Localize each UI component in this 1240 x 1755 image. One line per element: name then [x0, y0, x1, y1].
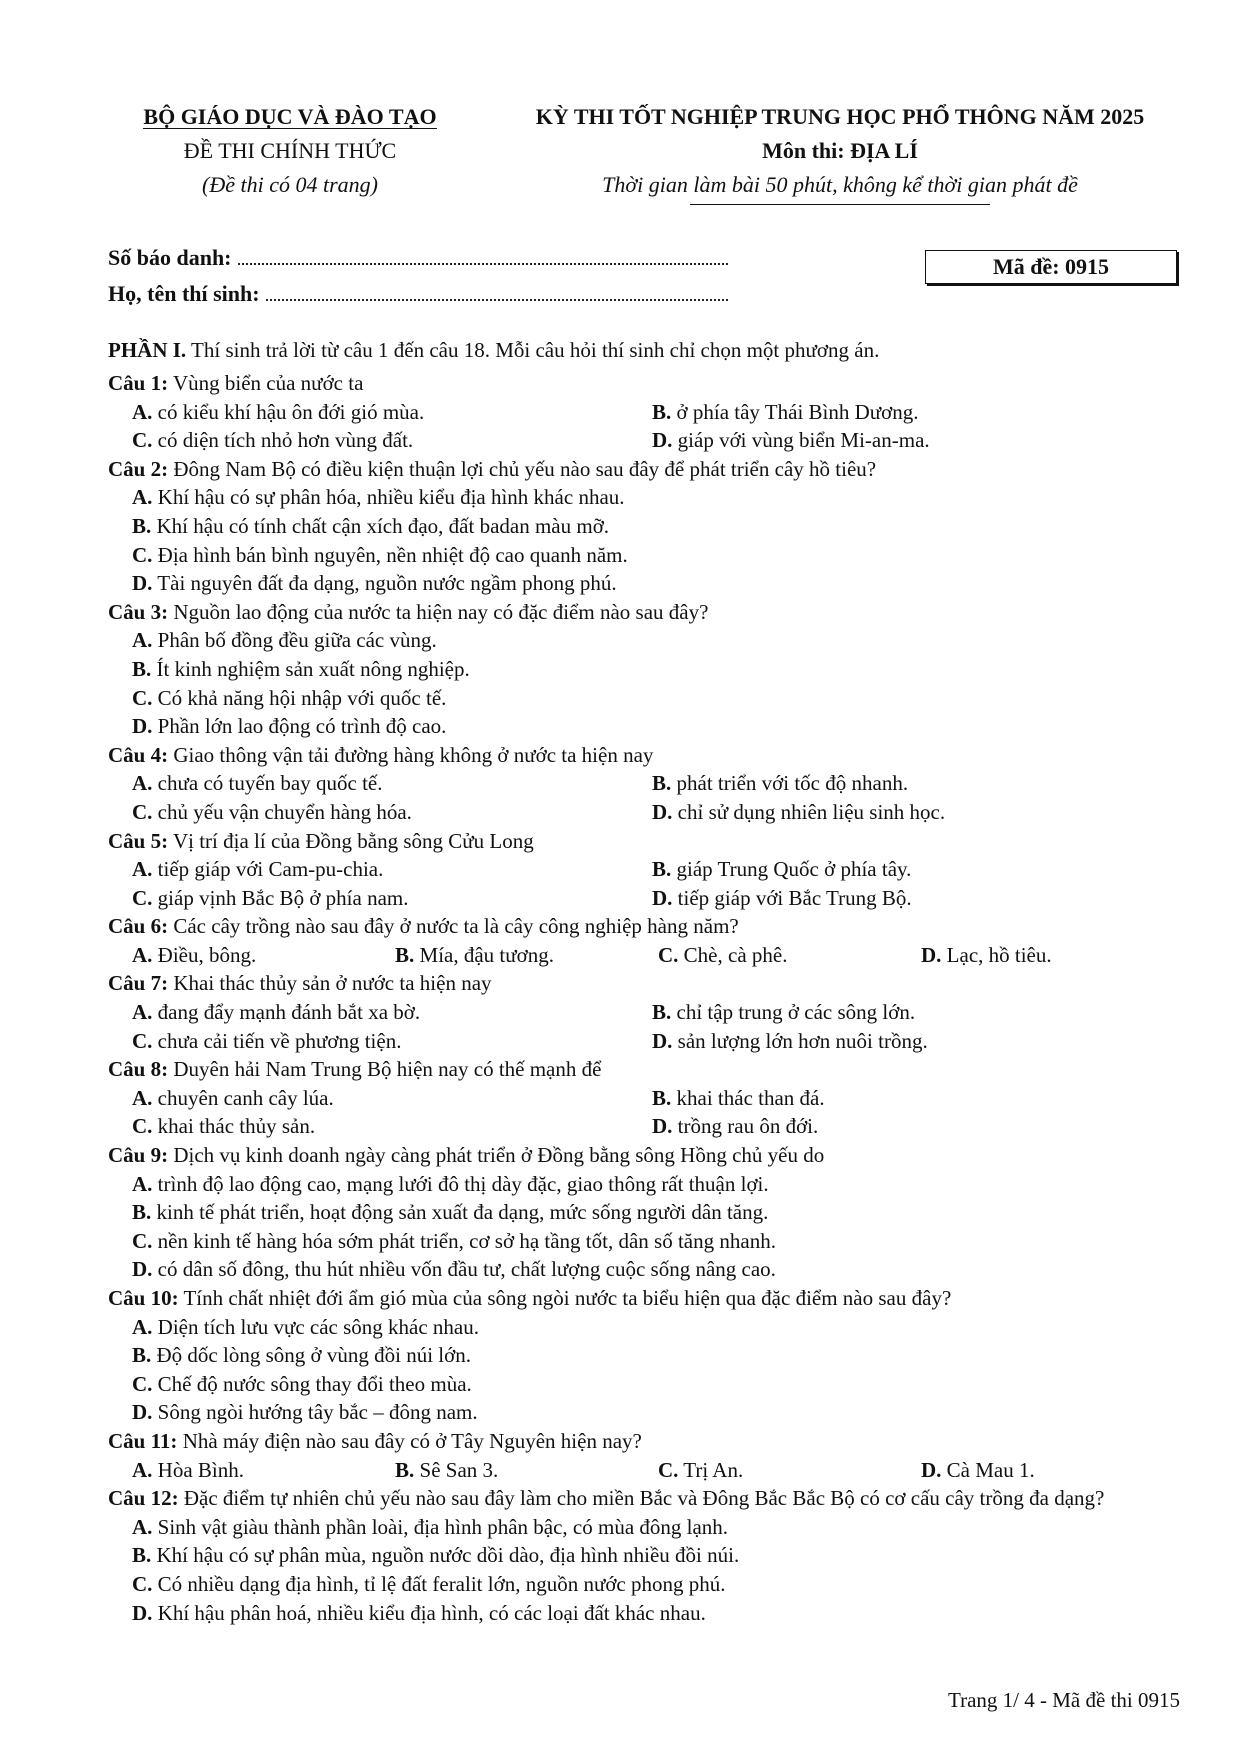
answer-option[interactable]	[132, 541, 1188, 570]
answer-option[interactable]	[652, 398, 1188, 427]
option-letter: C.	[658, 1457, 679, 1482]
answer-option[interactable]	[132, 1170, 1188, 1199]
option-letter: B.	[132, 1200, 152, 1225]
question-text: Đặc điểm tự nhiên chủ yếu nào sau đây làm cho miền Bắc và Đông Bắc Bắc Bộ có cơ cấu cây trồng đa dạng?	[183, 1486, 1105, 1511]
question-stem	[108, 1484, 1188, 1513]
option-text: chuyên canh cây lúa.	[157, 1085, 334, 1110]
option-letter: B.	[132, 656, 152, 681]
header-underline	[690, 204, 990, 205]
candidate-fields	[108, 240, 728, 312]
option-letter: B.	[652, 857, 672, 882]
question-number: Câu 2:	[108, 456, 169, 481]
answer-option[interactable]	[132, 712, 1188, 741]
option-text: trồng rau ôn đới.	[677, 1114, 819, 1139]
option-letter: C.	[658, 942, 679, 967]
option-letter: A.	[132, 771, 153, 796]
option-letter: C.	[132, 428, 153, 453]
answer-option[interactable]	[652, 798, 1188, 827]
answer-options	[108, 398, 1188, 455]
answer-option[interactable]	[132, 655, 1188, 684]
question	[108, 827, 1188, 913]
question-stem	[108, 1427, 1188, 1456]
option-letter: D.	[921, 1457, 942, 1482]
question-text: Nguồn lao động của nước ta hiện nay có đặc điểm nào sau đây?	[173, 599, 709, 624]
question-text: Giao thông vận tải đường hàng không ở nước ta hiện nay	[173, 742, 654, 767]
option-text: có kiểu khí hậu ôn đới gió mùa.	[157, 399, 425, 424]
option-text: Điều, bông.	[157, 942, 257, 967]
option-letter: A.	[132, 1171, 153, 1196]
question	[108, 741, 1188, 827]
option-letter: D.	[652, 428, 673, 453]
answer-options	[108, 1313, 1188, 1427]
option-letter: A.	[132, 485, 153, 510]
option-letter: A.	[132, 1085, 153, 1110]
header-right	[480, 100, 1200, 205]
time-note: Thời gian làm bài 50 phút, không kể thời gian phát đề	[602, 172, 1078, 197]
answer-option[interactable]	[652, 1112, 1188, 1141]
option-text: Khí hậu có tính chất cận xích đạo, đất badan màu mỡ.	[156, 513, 610, 538]
answer-option[interactable]	[132, 855, 652, 884]
candidate-number-row	[108, 240, 728, 276]
option-text: Khí hậu có sự phân mùa, nguồn nước dồi dào, địa hình nhiều đồi núi.	[156, 1543, 740, 1568]
answer-option[interactable]	[652, 426, 1188, 455]
candidate-number-label: Số báo danh:	[108, 245, 232, 270]
option-text: Sinh vật giàu thành phần loài, địa hình phân bậc, có mùa đông lạnh.	[157, 1514, 729, 1539]
question-text: Dịch vụ kinh doanh ngày càng phát triển ở Đồng bằng sông Hồng chủ yếu do	[173, 1143, 825, 1168]
option-letter: C.	[132, 1571, 153, 1596]
option-text: chỉ tập trung ở các sông lớn.	[676, 1000, 916, 1025]
answer-option[interactable]	[658, 941, 921, 970]
option-text: chưa cải tiến về phương tiện.	[157, 1028, 402, 1053]
answer-option[interactable]	[132, 1370, 1188, 1399]
answer-options	[108, 626, 1188, 740]
question-stem	[108, 369, 1188, 398]
option-text: giáp Trung Quốc ở phía tây.	[676, 857, 912, 882]
answer-option[interactable]	[652, 1027, 1188, 1056]
option-letter: B.	[132, 1543, 152, 1568]
exam-content	[108, 333, 1188, 1627]
question-number: Câu 9:	[108, 1143, 169, 1168]
answer-options	[108, 998, 1188, 1055]
question-number: Câu 5:	[108, 828, 169, 853]
subject-name: ĐỊA LÍ	[850, 138, 918, 163]
option-text: phát triển với tốc độ nhanh.	[676, 771, 909, 796]
option-text: giáp với vùng biển Mi-an-ma.	[677, 428, 930, 453]
option-text: tiếp giáp với Cam-pu-chia.	[157, 857, 384, 882]
option-letter: D.	[652, 885, 673, 910]
answer-option[interactable]	[132, 1227, 1188, 1256]
subject-label: Môn thi:	[762, 138, 851, 163]
option-letter: A.	[132, 857, 153, 882]
option-letter: C.	[132, 1228, 153, 1253]
option-text: Tài nguyên đất đa dạng, nguồn nước ngầm phong phú.	[157, 571, 617, 596]
option-text: Cà Mau 1.	[946, 1457, 1035, 1482]
option-letter: C.	[132, 542, 153, 567]
exam-code-box	[925, 250, 1177, 284]
option-text: Chè, cà phê.	[683, 942, 788, 967]
answer-options	[108, 1456, 1188, 1485]
option-letter: A.	[132, 399, 153, 424]
option-letter: D.	[652, 1114, 673, 1139]
answer-option[interactable]	[132, 569, 1188, 598]
option-text: ở phía tây Thái Bình Dương.	[676, 399, 919, 424]
question	[108, 1141, 1188, 1284]
option-letter: A.	[132, 1000, 153, 1025]
answer-option[interactable]	[132, 1398, 1188, 1427]
question-text: Duyên hải Nam Trung Bộ hiện nay có thế mạnh để	[173, 1057, 602, 1082]
option-text: nền kinh tế hàng hóa sớm phát triển, cơ sở hạ tầng tốt, dân số tăng nhanh.	[157, 1228, 776, 1253]
question	[108, 598, 1188, 741]
question-text: Vùng biển của nước ta	[172, 371, 364, 395]
question-stem	[108, 1141, 1188, 1170]
question	[108, 1427, 1188, 1484]
header-left	[110, 100, 470, 202]
question-text: Các cây trồng nào sau đây ở nước ta là cây công nghiệp hàng năm?	[173, 914, 739, 939]
question-number: Câu 10:	[108, 1286, 179, 1310]
option-text: tiếp giáp với Bắc Trung Bộ.	[677, 885, 912, 910]
section-heading	[108, 333, 1188, 367]
question-text: Đông Nam Bộ có điều kiện thuận lợi chủ yếu nào sau đây để phát triển cây hồ tiêu?	[173, 456, 877, 481]
question-stem	[108, 969, 1188, 998]
option-text: Mía, đậu tương.	[419, 942, 554, 967]
answer-options	[108, 769, 1188, 826]
answer-option[interactable]	[132, 941, 395, 970]
answer-options	[108, 483, 1188, 597]
question-number: Câu 12:	[108, 1486, 179, 1511]
candidate-name-field[interactable]	[266, 283, 728, 301]
option-text: có diện tích nhỏ hơn vùng đất.	[157, 428, 414, 453]
answer-option[interactable]	[132, 798, 652, 827]
section-name: PHẦN I.	[108, 338, 187, 362]
answer-option[interactable]	[652, 855, 1188, 884]
option-letter: B.	[132, 1343, 152, 1368]
question	[108, 969, 1188, 1055]
option-text: khai thác than đá.	[676, 1085, 825, 1110]
option-letter: B.	[652, 771, 672, 796]
page-footer: Trang 1/ 4 - Mã đề thi 0915	[948, 1688, 1180, 1712]
answer-option[interactable]	[652, 884, 1188, 913]
answer-option[interactable]	[132, 483, 1188, 512]
section-instruction: Thí sinh trả lời từ câu 1 đến câu 18. Mỗi câu hỏi thí sinh chỉ chọn một phương án.	[191, 338, 880, 362]
question-number: Câu 3:	[108, 599, 169, 624]
answer-options	[108, 1170, 1188, 1284]
candidate-name-label: Họ, tên thí sinh:	[108, 281, 260, 306]
option-letter: B.	[652, 399, 672, 424]
option-letter: B.	[395, 1457, 415, 1482]
option-letter: D.	[132, 1400, 153, 1425]
option-letter: D.	[132, 1257, 153, 1282]
option-letter: D.	[132, 571, 153, 596]
question-text: Nhà máy điện nào sau đây có ở Tây Nguyên hiện nay?	[182, 1428, 642, 1453]
option-text: Hòa Bình.	[157, 1457, 244, 1482]
option-text: Địa hình bán bình nguyên, nền nhiệt độ cao quanh năm.	[157, 542, 628, 567]
option-letter: C.	[132, 1371, 153, 1396]
question	[108, 369, 1188, 455]
answer-option[interactable]	[652, 1084, 1188, 1113]
option-letter: A.	[132, 1457, 153, 1482]
option-text: Diện tích lưu vực các sông khác nhau.	[157, 1314, 479, 1339]
question	[108, 1055, 1188, 1141]
subject-line	[480, 134, 1200, 168]
answer-option[interactable]	[132, 769, 652, 798]
answer-option[interactable]	[132, 1313, 1188, 1342]
option-letter: D.	[132, 1600, 153, 1625]
answer-option[interactable]	[132, 1599, 1188, 1628]
option-text: khai thác thủy sản.	[157, 1114, 316, 1139]
option-letter: A.	[132, 1514, 153, 1539]
answer-option[interactable]	[395, 941, 658, 970]
answer-options	[108, 941, 1188, 970]
option-letter: A.	[132, 1314, 153, 1339]
option-letter: C.	[132, 799, 153, 824]
answer-option[interactable]	[132, 398, 652, 427]
question	[108, 1284, 1188, 1427]
exam-code-label: Mã đề:	[992, 254, 1060, 279]
answer-option[interactable]	[132, 426, 652, 455]
answer-option[interactable]	[132, 1027, 652, 1056]
option-letter: D.	[921, 942, 942, 967]
answer-option[interactable]	[132, 1112, 652, 1141]
question-text: Tính chất nhiệt đới ẩm gió mùa của sông ngòi nước ta biểu hiện qua đặc điểm nào sau đây?	[183, 1286, 952, 1310]
answer-options	[108, 1513, 1188, 1627]
option-letter: B.	[395, 942, 415, 967]
question-stem	[108, 1055, 1188, 1084]
option-text: Sông ngòi hướng tây bắc – đông nam.	[157, 1400, 478, 1425]
option-letter: A.	[132, 628, 153, 653]
answer-option[interactable]	[132, 626, 1188, 655]
option-text: chỉ sử dụng nhiên liệu sinh học.	[677, 799, 946, 824]
question-stem	[108, 912, 1188, 941]
question-text: Khai thác thủy sản ở nước ta hiện nay	[173, 971, 492, 996]
option-text: kinh tế phát triển, hoạt động sản xuất đa dạng, mức sống người dân tăng.	[156, 1200, 769, 1225]
option-text: Khí hậu có sự phân hóa, nhiều kiểu địa hình khác nhau.	[157, 485, 625, 510]
question-number: Câu 7:	[108, 971, 169, 996]
option-letter: A.	[132, 942, 153, 967]
question-stem	[108, 598, 1188, 627]
option-text: Độ dốc lòng sông ở vùng đồi núi lớn.	[156, 1343, 471, 1368]
option-text: có dân số đông, thu hút nhiều vốn đầu tư, chất lượng cuộc sống nâng cao.	[157, 1257, 776, 1282]
question-stem	[108, 1284, 1188, 1313]
answer-option[interactable]	[132, 1570, 1188, 1599]
option-text: Sê San 3.	[419, 1457, 499, 1482]
question	[108, 912, 1188, 969]
option-text: Lạc, hồ tiêu.	[946, 942, 1052, 967]
answer-option[interactable]	[132, 1084, 652, 1113]
answer-option[interactable]	[132, 1341, 1188, 1370]
option-text: Phân bố đồng đều giữa các vùng.	[157, 628, 437, 653]
question-number: Câu 8:	[108, 1057, 169, 1082]
question-number: Câu 6:	[108, 914, 169, 939]
option-text: Ít kinh nghiệm sản xuất nông nghiệp.	[156, 656, 470, 681]
question-stem	[108, 741, 1188, 770]
question	[108, 455, 1188, 598]
option-text: Khí hậu phân hoá, nhiều kiểu địa hình, có các loại đất khác nhau.	[157, 1600, 706, 1625]
ministry-text: BỘ GIÁO DỤC VÀ ĐÀO TẠO	[143, 104, 437, 129]
answer-option[interactable]	[132, 1198, 1188, 1227]
official-label: ĐỀ THI CHÍNH THỨC	[183, 138, 397, 163]
answer-option[interactable]	[132, 1456, 395, 1485]
answer-options	[108, 855, 1188, 912]
question-number: Câu 1:	[108, 371, 169, 395]
option-text: chủ yếu vận chuyển hàng hóa.	[157, 799, 412, 824]
option-letter: B.	[132, 513, 152, 538]
answer-option[interactable]	[132, 1513, 1188, 1542]
question-stem	[108, 827, 1188, 856]
option-letter: D.	[132, 714, 153, 739]
answer-option[interactable]	[132, 512, 1188, 541]
option-letter: B.	[652, 1085, 672, 1110]
pages-note: (Đề thi có 04 trang)	[202, 172, 378, 197]
answer-option[interactable]	[658, 1456, 921, 1485]
answer-option[interactable]	[652, 998, 1188, 1027]
answer-option[interactable]	[921, 941, 1188, 970]
exam-code-value: 0915	[1065, 254, 1110, 279]
exam-title: KỲ THI TỐT NGHIỆP TRUNG HỌC PHỔ THÔNG NĂM 2025	[535, 104, 1145, 129]
option-text: Phần lớn lao động có trình độ cao.	[157, 714, 447, 739]
answer-options	[108, 1084, 1188, 1141]
option-text: Có nhiều dạng địa hình, tỉ lệ đất feralit lớn, nguồn nước phong phú.	[157, 1571, 726, 1596]
question-list	[108, 369, 1188, 1627]
answer-option[interactable]	[132, 884, 652, 913]
answer-option[interactable]	[132, 998, 652, 1027]
question-stem	[108, 455, 1188, 484]
option-letter: C.	[132, 1114, 153, 1139]
option-letter: B.	[652, 1000, 672, 1025]
answer-option[interactable]	[652, 769, 1188, 798]
option-letter: D.	[652, 799, 673, 824]
option-text: trình độ lao động cao, mạng lưới đô thị dày đặc, giao thông rất thuận lợi.	[157, 1171, 769, 1196]
option-text: giáp vịnh Bắc Bộ ở phía nam.	[157, 885, 409, 910]
question-number: Câu 11:	[108, 1428, 178, 1453]
option-text: chưa có tuyến bay quốc tế.	[157, 771, 383, 796]
answer-option[interactable]	[132, 684, 1188, 713]
option-letter: C.	[132, 685, 153, 710]
candidate-name-row	[108, 276, 728, 312]
option-letter: C.	[132, 1028, 153, 1053]
option-text: Có khả năng hội nhập với quốc tế.	[157, 685, 447, 710]
question	[108, 1484, 1188, 1627]
answer-option[interactable]	[395, 1456, 658, 1485]
option-letter: D.	[652, 1028, 673, 1053]
option-text: Trị An.	[683, 1457, 744, 1482]
option-text: đang đẩy mạnh đánh bắt xa bờ.	[157, 1000, 421, 1025]
question-number: Câu 4:	[108, 742, 169, 767]
answer-option[interactable]	[132, 1541, 1188, 1570]
option-text: sản lượng lớn hơn nuôi trồng.	[677, 1028, 928, 1053]
option-letter: C.	[132, 885, 153, 910]
option-text: Chế độ nước sông thay đổi theo mùa.	[157, 1371, 472, 1396]
answer-option[interactable]	[132, 1255, 1188, 1284]
ministry-name	[110, 100, 470, 134]
answer-option[interactable]	[921, 1456, 1188, 1485]
question-text: Vị trí địa lí của Đồng bằng sông Cửu Long	[172, 828, 534, 853]
candidate-number-field[interactable]	[238, 247, 728, 265]
